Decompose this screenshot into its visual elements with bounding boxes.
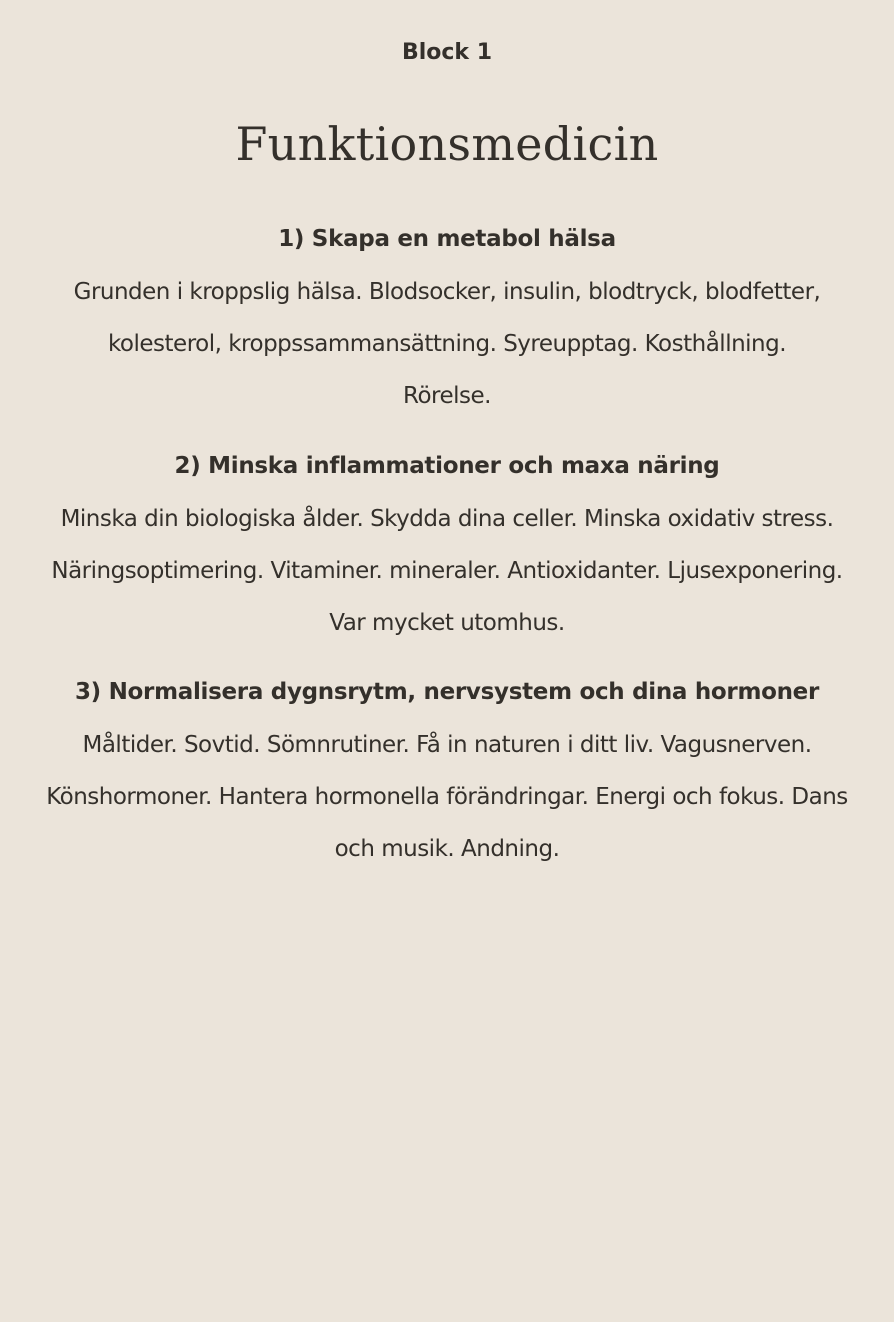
section-body: Minska din biologiska ålder. Skydda dina celler. Minska oxidativ stress. Näringsoptimering. Vitaminer. mineraler. Antioxidanter. Ljusexponering. Var mycket utomhus. xyxy=(51,506,843,636)
section-body: Måltider. Sovtid. Sömnrutiner. Få in naturen i ditt liv. Vagusnerven. Könshormoner. Hantera hormonella förändringar. Energi och fokus. Dans och musik. Andning. xyxy=(46,732,848,862)
section-circadian-hormones xyxy=(0,675,894,875)
page-title: Funktionsmedicin xyxy=(235,117,659,171)
section-heading: 2) Minska inflammationer och maxa näring xyxy=(174,453,720,479)
section-body: Grunden i kroppslig hälsa. Blodsocker, insulin, blodtryck, blodfetter, kolesterol, kroppssammansättning. Syreupptag. Kosthållning. Rörelse. xyxy=(73,279,821,409)
section-metabolic-health xyxy=(0,222,894,422)
section-heading: 3) Normalisera dygnsrytm, nervsystem och dina hormoner xyxy=(74,679,820,705)
section-heading: 1) Skapa en metabol hälsa xyxy=(278,226,616,252)
block-label: Block 1 xyxy=(401,40,493,65)
section-inflammation-nutrition xyxy=(0,449,894,649)
